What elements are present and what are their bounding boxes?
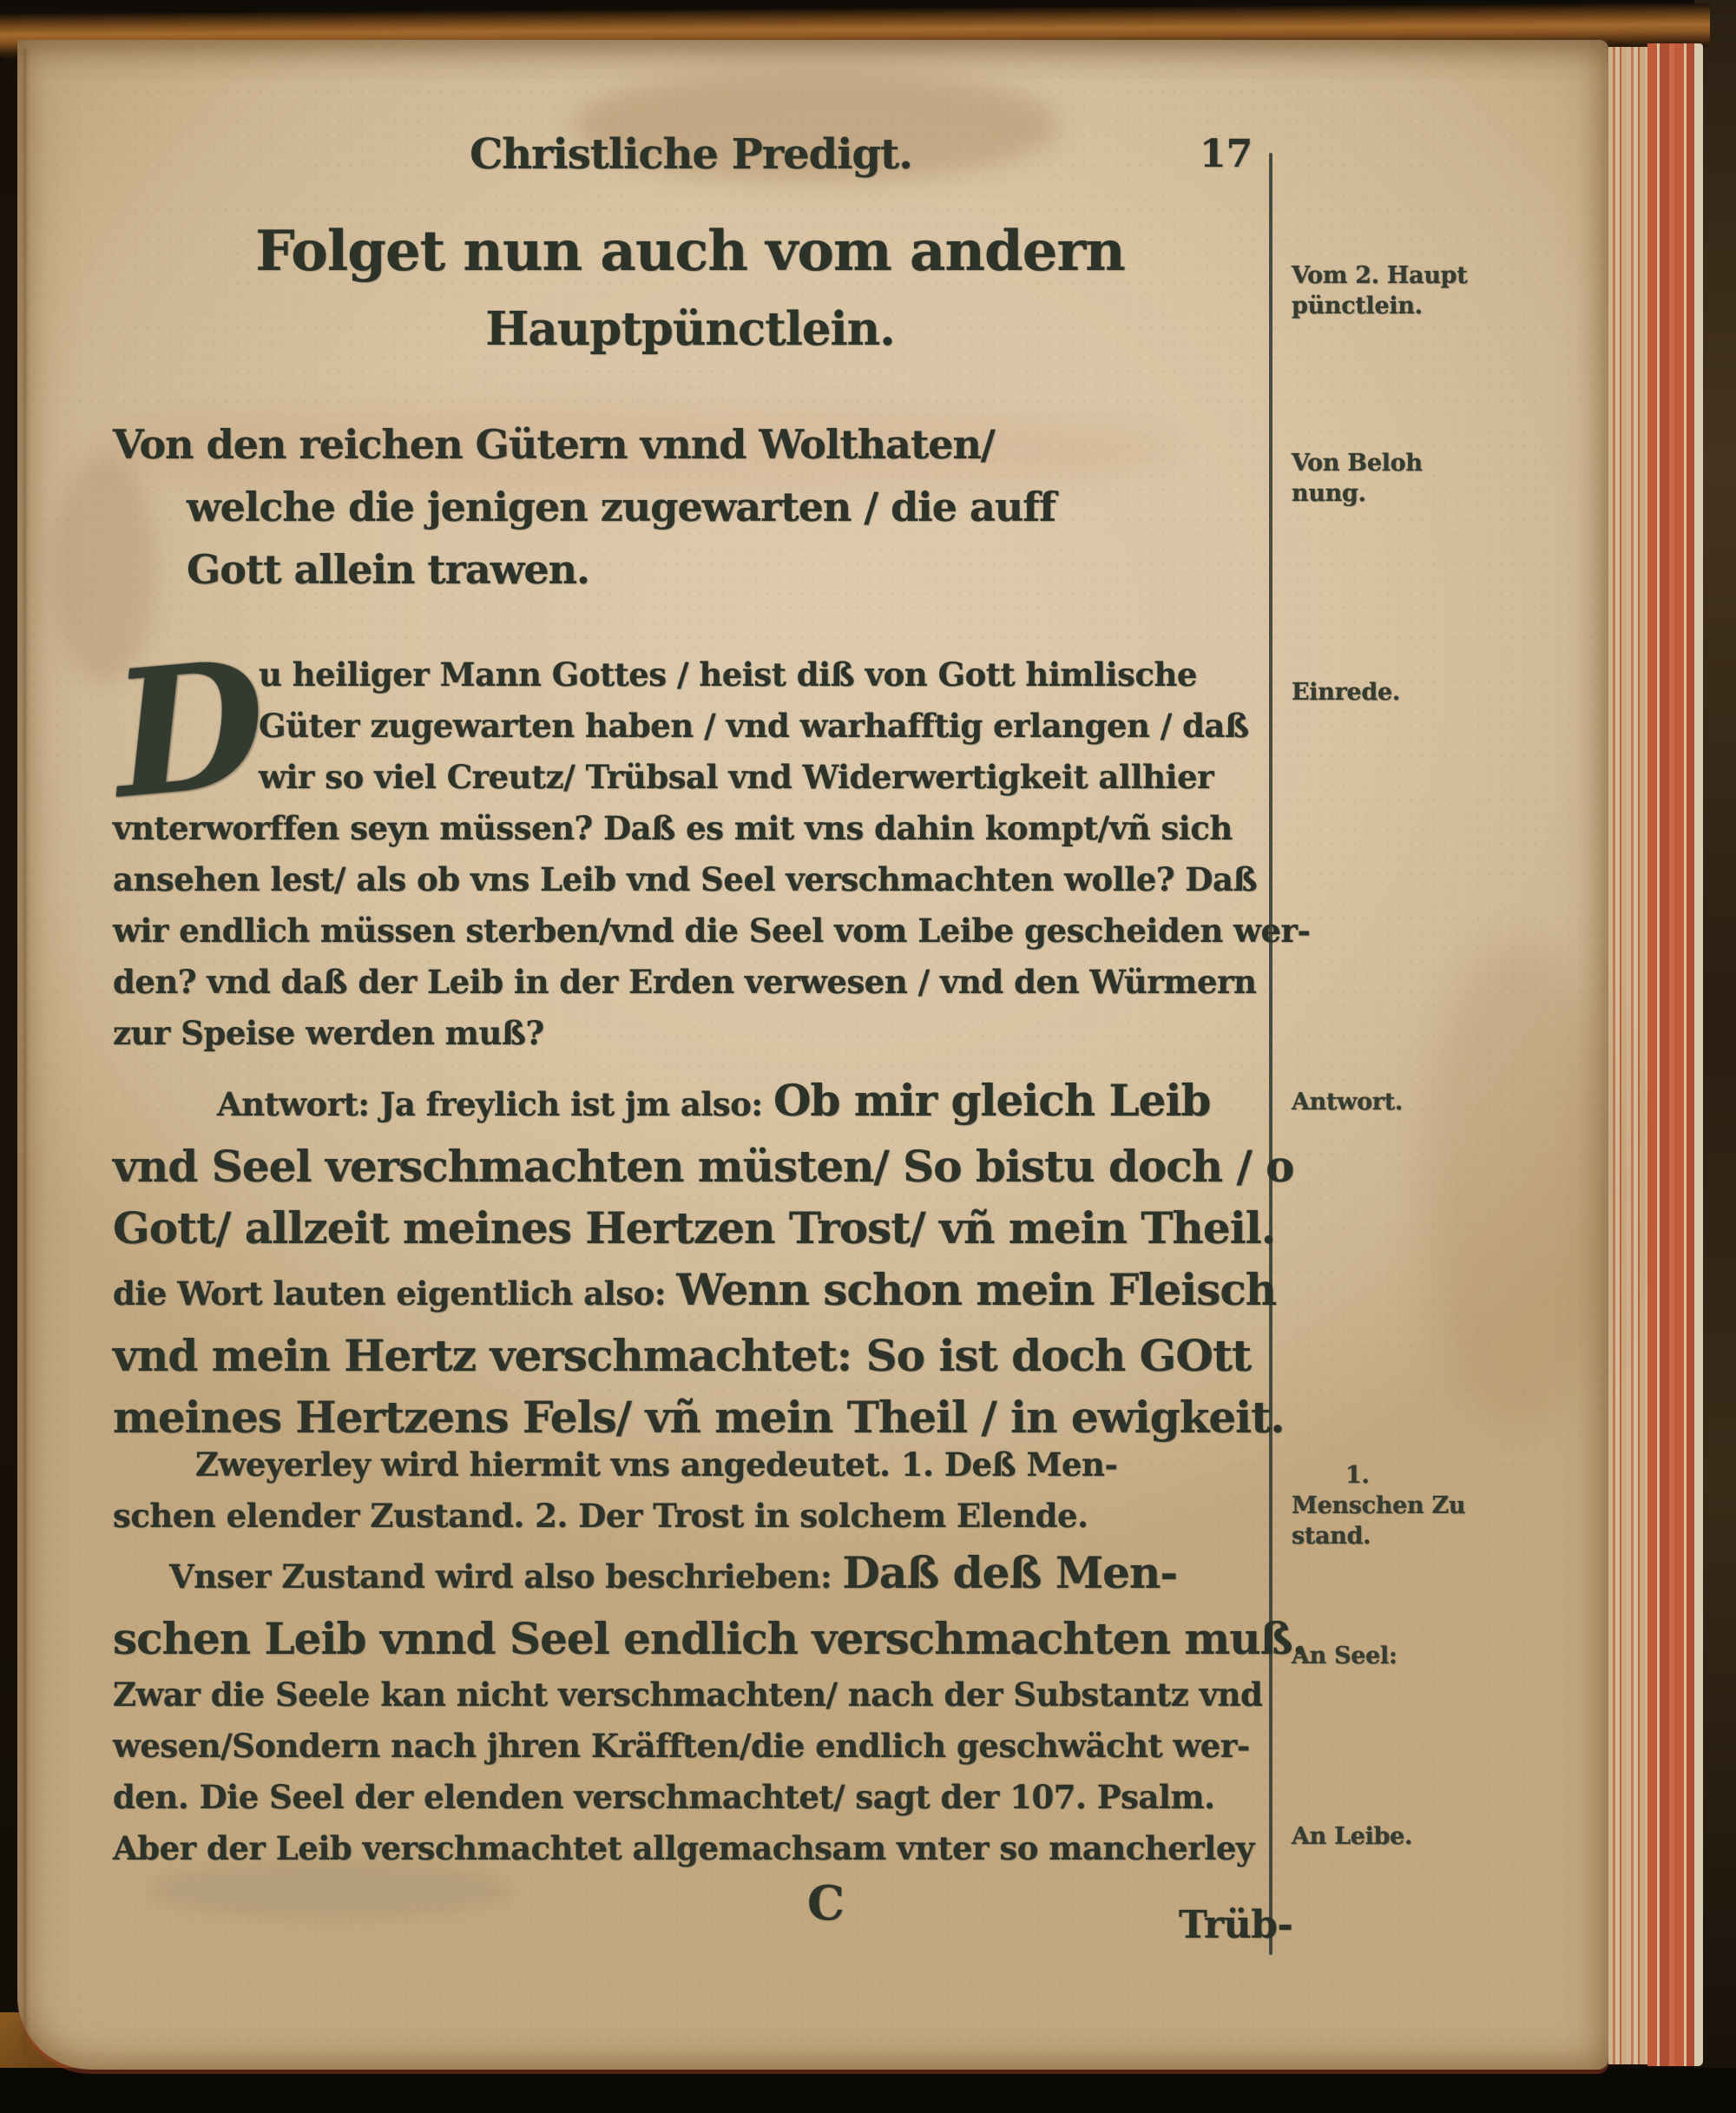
quote-emphasis: Ob mir gleich Leib: [773, 1075, 1211, 1126]
signature-row: [113, 1875, 1293, 1962]
margin-note-line: nung.: [1292, 480, 1366, 507]
body-line: wir endlich müssen sterben/vnd die Seel vom Leibe gescheiden wer-: [113, 912, 1311, 950]
margin-note-line: Antwort.: [1292, 1089, 1403, 1116]
body-line: [113, 1542, 1280, 1608]
signature-mark: C: [807, 1875, 845, 1931]
body-line: den? vnd daß der Leib in der Erden verwesen / vnd den Würmern: [113, 963, 1257, 1001]
paragraph-zweyerley: [113, 1439, 1280, 1542]
body-line: schen Leib vnnd Seel endlich verschmachten muß.: [113, 1613, 1306, 1664]
body-line: Gott/ allzeit meines Hertzen Trost/ vñ mein Theil.: [113, 1202, 1276, 1254]
gloss-label: die Wort lauten eigentlich also:: [113, 1274, 677, 1313]
margin-note-line: Vom 2. Haupt: [1292, 262, 1468, 289]
section-title-line2: Hauptpünctlein.: [485, 302, 895, 356]
body-line: [113, 1070, 1280, 1135]
body-line: wir so viel Creutz/ Trübsal vnd Widerwertigkeit allhier: [259, 758, 1214, 796]
subtitle-line: Von den reichen Gütern vnnd Wolthaten/: [113, 421, 995, 468]
subtitle-line: welche die jenigen zugewarten / die auff: [187, 484, 1055, 530]
body-line: vnterworffen seyn müssen? Daß es mit vns dahin kompt/vñ sich: [113, 809, 1233, 847]
margin-note-line: Einrede.: [1292, 679, 1400, 706]
page-number: 17: [1200, 132, 1253, 176]
body-line: vnd mein Hertz verschmachtet: So ist doch GOtt: [113, 1330, 1252, 1381]
paragraph-einrede: [106, 621, 1311, 1059]
fore-edge-inner-stripes: [1608, 47, 1647, 2064]
margin-note-line: 1.: [1345, 1462, 1370, 1489]
page: [17, 40, 1608, 2070]
drop-cap-initial: D: [106, 621, 274, 839]
margin-note-einrede: [1292, 677, 1587, 708]
body-line: Aber der Leib verschmachtet allgemachsam vnter so mancherley: [113, 1829, 1254, 1867]
margin-note-hauptpunctlein: [1292, 260, 1587, 321]
margin-note-line: Von Beloh: [1292, 450, 1423, 477]
body-line: den. Die Seel der elenden verschmachtet/ sagt der 107. Psalm.: [113, 1778, 1215, 1816]
cover-bottom-band: [0, 2068, 1736, 2113]
subtitle-line: Gott allein trawen.: [187, 546, 590, 593]
quote-emphasis: Wenn schon mein Fleisch: [676, 1264, 1277, 1315]
body-line: u heiliger Mann Gottes / heist diß von Gott himlische: [259, 655, 1197, 694]
gutter-fold-line: [23, 49, 26, 2054]
catchword: Trüb-: [1179, 1903, 1293, 1947]
margin-note-antwort: [1292, 1087, 1587, 1117]
statement-label: Vnser Zustand wird also beschrieben:: [169, 1557, 843, 1596]
body-line: wesen/Sondern nach jhren Kräfften/die endlich geschwächt wer-: [113, 1727, 1250, 1765]
body-line: Zweyerley wird hiermit vns angedeutet. 1. Deß Men-: [195, 1445, 1118, 1484]
body-line: schen elender Zustand. 2. Der Trost in solchem Elende.: [113, 1497, 1088, 1535]
margin-note-line: An Seel:: [1292, 1642, 1397, 1669]
body-line: [113, 1259, 1280, 1325]
margin-note-line: Menschen Zu: [1292, 1492, 1466, 1519]
body-line: ansehen lest/ als ob vns Leib vnd Seel verschmachten wolle? Daß: [113, 860, 1258, 899]
paper-stain: [1424, 943, 1614, 1429]
margin-note-line: pünctlein.: [1292, 293, 1423, 319]
fore-edge-red-stripes: [1647, 43, 1703, 2066]
section-subtitle: [113, 413, 1293, 601]
answer-label: Antwort: Ja freylich ist jm also:: [217, 1085, 773, 1123]
body-line: Güter zugewarten haben / vnd warhafftig erlangen / daß: [259, 707, 1249, 745]
margin-note-line: An Leibe.: [1292, 1823, 1413, 1850]
margin-note-an-seel: [1292, 1641, 1587, 1671]
paragraph-zustand: [113, 1542, 1306, 1874]
running-title: Christliche Predigt.: [470, 130, 912, 179]
quote-emphasis: Daß deß Men-: [842, 1547, 1178, 1598]
body-line: vnd Seel verschmachten müsten/ So bistu doch / o: [113, 1141, 1294, 1192]
margin-note-line: stand.: [1292, 1523, 1371, 1550]
margin-note-an-leibe: [1292, 1821, 1587, 1852]
body-line: zur Speise werden muß?: [113, 1014, 544, 1052]
body-line: meines Hertzens Fels/ vñ mein Theil / in ewigkeit.: [113, 1392, 1285, 1443]
margin-note-menschen-zustand: [1292, 1460, 1587, 1551]
margin-note-belohnung: [1292, 448, 1587, 509]
section-title-line1: Folget nun auch vom andern: [255, 219, 1125, 284]
body-line: Zwar die Seele kan nicht verschmachten/ nach der Substantz vnd: [113, 1675, 1263, 1714]
paragraph-antwort: [113, 1070, 1294, 1448]
